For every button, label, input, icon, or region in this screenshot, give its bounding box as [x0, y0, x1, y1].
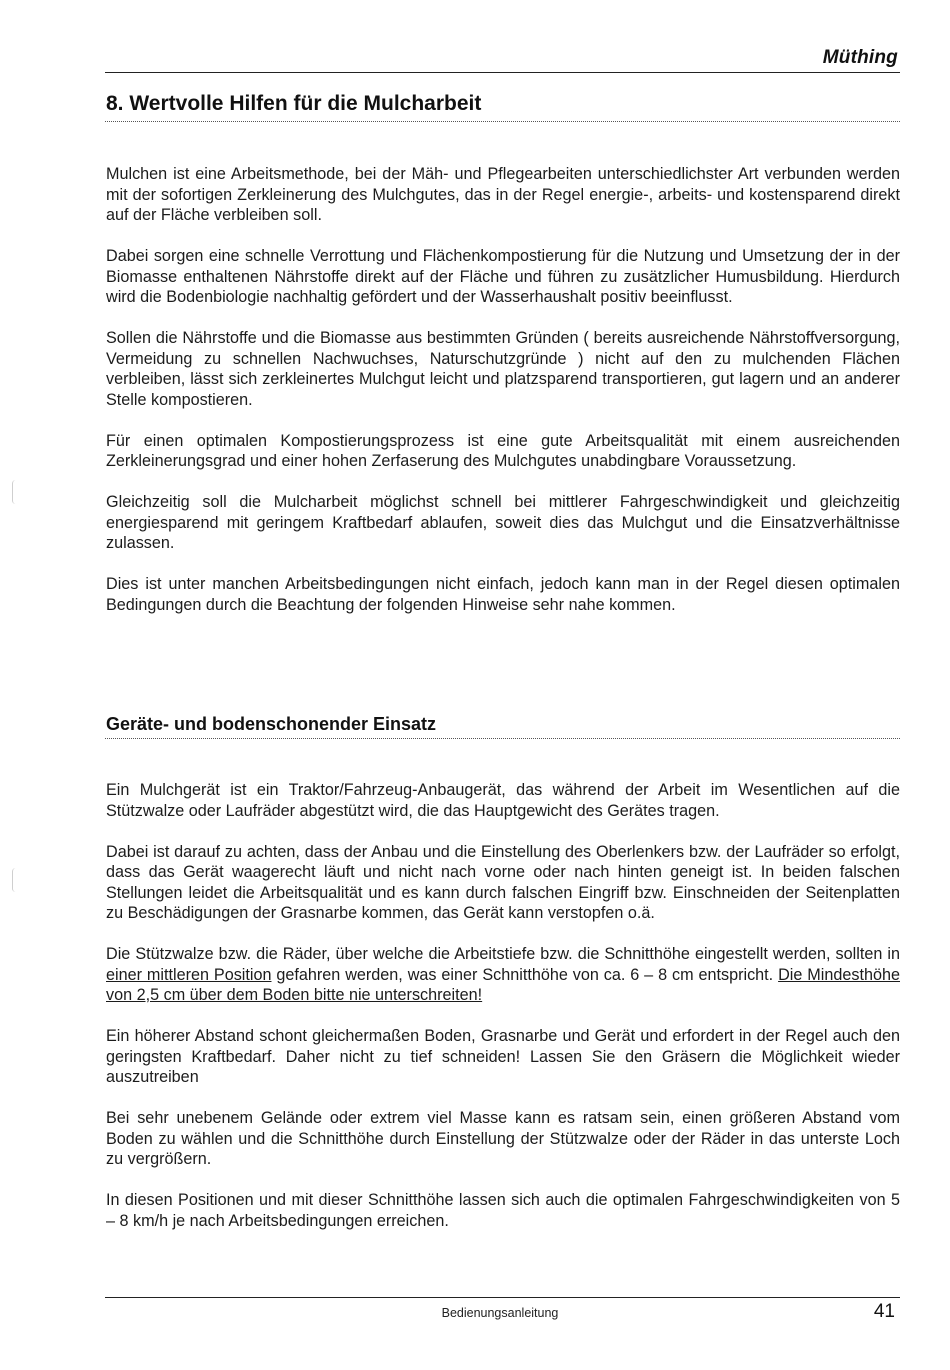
paragraph: Gleichzeitig soll die Mulcharbeit möglichst schnell bei mittlerer Fahrgeschwindigkeit und gleichzeitig energiesparend mit geringem Kraftbedarf ablaufen, soweit dies das Mulchgut und die Einsatzverhältnisse zulassen.	[106, 493, 900, 552]
paragraph: Dabei ist darauf zu achten, dass der Anbau und die Einstellung des Oberlenkers bzw. der Laufräder so erfolgt, dass das Gerät waagerecht läuft und nicht nach vorne oder nach hinten geneigt ist. In beiden falschen Stellungen leidet die Arbeitsqualität und es kann durch falschen Eingriff bzw. Einschneiden der Seitenplatten zu Beschädigungen der Grasnarbe kommen, das Gerät kann verstopfen o.ä.	[106, 842, 900, 922]
paragraph: Mulchen ist eine Arbeitsmethode, bei der Mäh- und Pflegearbeiten unterschiedlichster Art verbunden werden mit der sofortigen Zerkleinerung des Mulchgutes, das in der Regel energie-, arbeits- und kostensparend direkt auf der Fläche verbleiben soll.	[106, 165, 900, 224]
page-number: 41	[873, 1301, 895, 1322]
header-rule	[105, 72, 900, 73]
paragraph: Ein Mulchgerät ist ein Traktor/Fahrzeug-Anbaugerät, das während der Arbeit im Wesentlichen auf die Stützwalze oder Laufräder abgestützt wird, die das Hauptgewicht des Gerätes tragen.	[106, 781, 900, 820]
section-body-bodenschonender-einsatz	[106, 780, 900, 1252]
brand-logo: Müthing	[822, 47, 898, 68]
section-title-mulcharbeit: 8. Wertvolle Hilfen für die Mulcharbeit	[106, 92, 482, 115]
section-title-rule	[105, 738, 900, 739]
underlined-warning-text: Die Mindesthöhe von 2,5 cm über dem Boden bitte nie unterschreiten!	[106, 965, 900, 1004]
section-title-rule	[105, 121, 900, 122]
paragraph: Dies ist unter manchen Arbeitsbedingungen nicht einfach, jedoch kann man in der Regel diesen optimalen Bedingungen durch die Beachtung der folgenden Hinweise sehr nahe kommen.	[106, 575, 900, 614]
paragraph: Bei sehr unebenem Gelände oder extrem viel Masse kann es ratsam sein, einen größeren Abstand vom Boden zu wählen und die Schnitthöhe durch Einstellung der Stützwalze oder der Räder in das unterste Loch zu vergrößern.	[106, 1109, 900, 1168]
footer-label: Bedienungsanleitung	[441, 1306, 559, 1320]
section-body-mulcharbeit	[106, 164, 900, 636]
underlined-text: einer mittleren Position	[106, 965, 272, 984]
paragraph-text: gefahren werden, was einer Schnitthöhe von ca. 6 – 8 cm entspricht.	[271, 965, 779, 984]
paragraph: Sollen die Nährstoffe und die Biomasse aus bestimmten Gründen ( bereits ausreichende Nährstoffversorgung, Vermeidung zu schnellen Nachwuchses, Naturschutzgründe ) nicht auf den zu mulchenden Flächen verbleiben, lässt sich zerkleinertes Mulchgut leicht und platzsparend transportieren, gut lagern und an anderer Stelle kompostieren.	[106, 329, 900, 409]
footer-rule	[105, 1297, 900, 1298]
paragraph: Ein höherer Abstand schont gleichermaßen Boden, Grasnarbe und Gerät und erfordert in der Regel auch den geringsten Kraftbedarf. Daher nicht zu tief schneiden! Lassen Sie den Gräsern die Möglichkeit wieder auszutreiben	[106, 1027, 900, 1086]
paragraph-schnitthoehe	[106, 944, 900, 1006]
scan-mark	[12, 868, 19, 892]
paragraph-text: Die Stützwalze bzw. die Räder, über welche die Arbeitstiefe bzw. die Schnitthöhe eingestellt werden, sollten in	[106, 945, 900, 963]
paragraph: Dabei sorgen eine schnelle Verrottung und Flächenkompostierung für die Nutzung und Umsetzung der in der Biomasse enthaltenen Nährstoffe direkt auf der Fläche und führen zu zusätzlicher Humusbildung. Hierdurch wird die Bodenbiologie nachhaltig gefördert und der Wasserhaushalt positiv beeinflusst.	[106, 247, 900, 306]
paragraph: Für einen optimalen Kompostierungsprozess ist eine gute Arbeitsqualität mit einem ausreichenden Zerkleinerungsgrad und einer hohen Zerfaserung des Mulchgutes unabdingbare Voraussetzung.	[106, 431, 900, 470]
section-title-bodenschonender-einsatz: Geräte- und bodenschonender Einsatz	[106, 714, 437, 734]
paragraph: In diesen Positionen und mit dieser Schnitthöhe lassen sich auch die optimalen Fahrgeschwindigkeiten von 5 – 8 km/h je nach Arbeitsbedingungen erreichen.	[106, 1191, 900, 1230]
scan-mark	[12, 480, 19, 504]
